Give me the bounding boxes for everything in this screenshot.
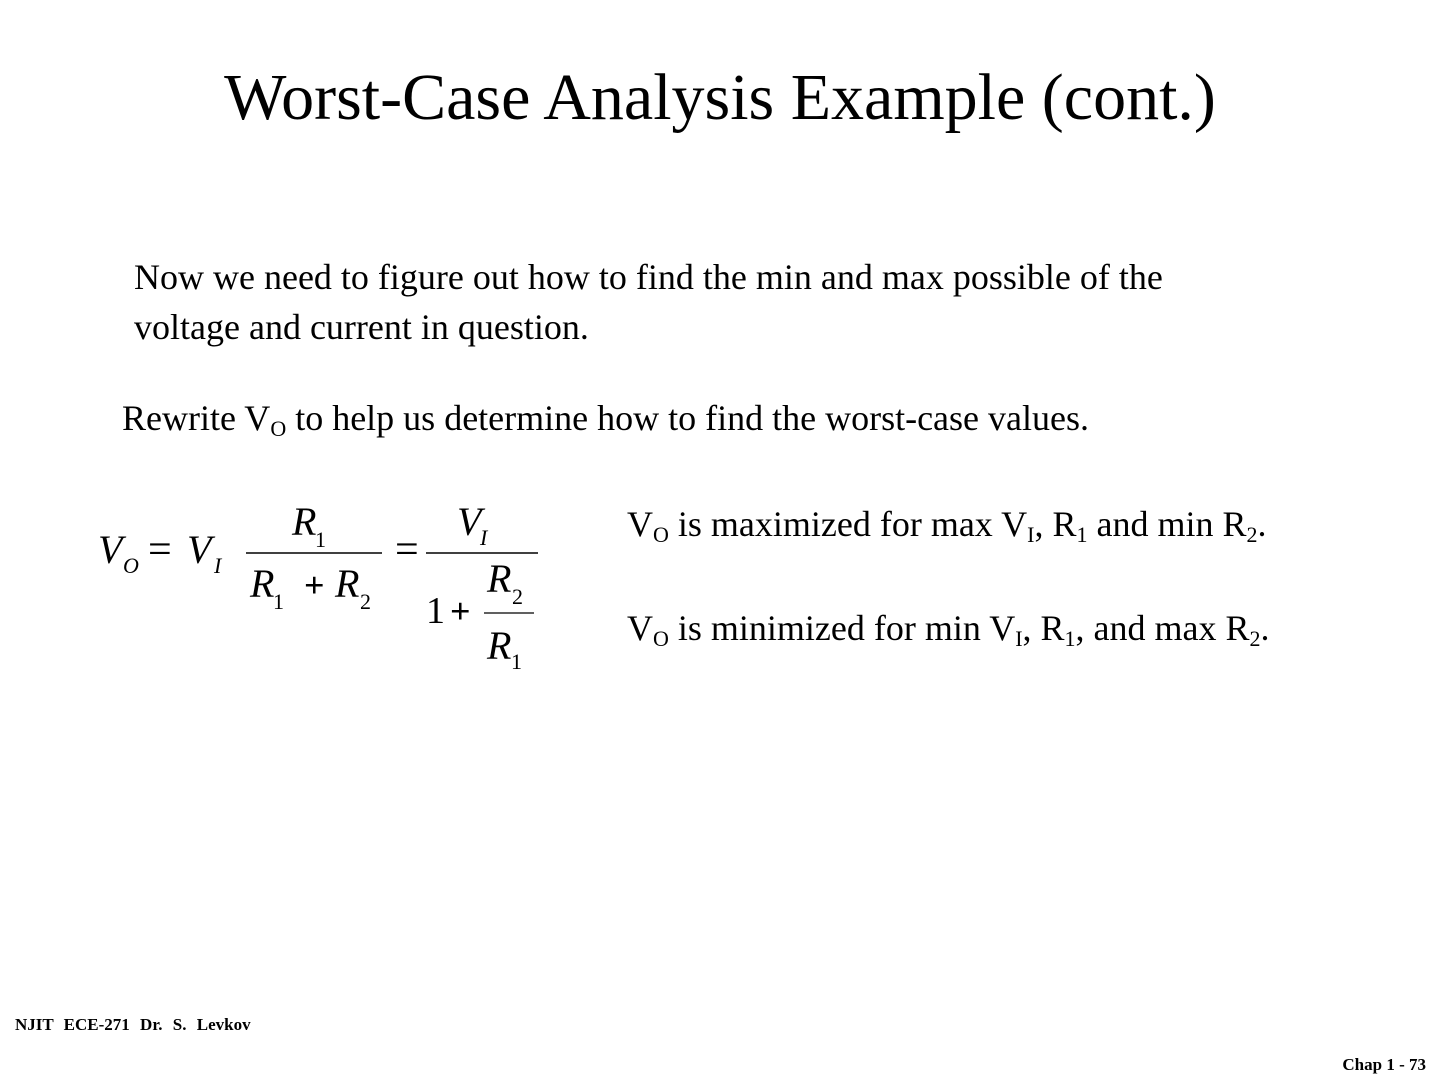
note-max-sub-1: 1	[1076, 522, 1088, 547]
note-max-sub-i: I	[1027, 522, 1035, 547]
eq-v-left: V	[98, 527, 123, 572]
rewrite-text-before: Rewrite V	[122, 398, 271, 438]
note-max-sub-o: O	[653, 522, 669, 547]
eq-equals-1: =	[148, 527, 172, 573]
note-min-sub-i: I	[1015, 626, 1023, 651]
eq-num-r: R	[292, 499, 317, 544]
slide-title: Worst-Case Analysis Example (cont.)	[224, 61, 1216, 134]
note-max-v: V	[627, 504, 653, 544]
eq-plus-2: +	[450, 591, 471, 631]
note-min-sub-1: 1	[1064, 626, 1076, 651]
note-max-text-2: , R	[1034, 504, 1077, 544]
rewrite-text-after: to help us determine how to find the worst-case values.	[286, 398, 1089, 438]
note-max-period: .	[1257, 504, 1267, 544]
eq-den-sub-1: 1	[273, 589, 284, 614]
note-max-text-3: and min R	[1087, 504, 1247, 544]
note-min-sub-2: 2	[1249, 626, 1261, 651]
eq-den-r2: R	[335, 561, 360, 606]
eq-sub-i: I	[214, 553, 222, 578]
eq-den-r1: R	[250, 561, 275, 606]
eq-num-sub-i: I	[480, 525, 488, 550]
note-min-text-3: , and max R	[1075, 608, 1250, 648]
eq-inner-num-r: R	[487, 556, 512, 601]
eq-num-sub-1: 1	[315, 527, 326, 552]
eq-equals-2: =	[395, 527, 419, 573]
note-min-text-2: , R	[1022, 608, 1065, 648]
note-max-text-1: is maximized for max V	[668, 504, 1028, 544]
footer-course-info: NJIT ECE-271 Dr. S. Levkov	[15, 1015, 251, 1034]
footer-page-number: Chap 1 - 73	[1342, 1055, 1426, 1074]
note-min-v: V	[627, 608, 653, 648]
eq-one: 1	[426, 590, 445, 632]
note-min-period: .	[1260, 608, 1270, 648]
note-min-sub-o: O	[653, 626, 669, 651]
eq-num-v: V	[457, 499, 482, 544]
eq-inner-num-sub-2: 2	[512, 584, 523, 609]
eq-inner-den-r: R	[487, 623, 512, 668]
intro-paragraph	[134, 252, 1354, 352]
vo-minimized-note	[627, 605, 1270, 651]
rewrite-statement	[122, 395, 1089, 441]
eq-den-sub-2: 2	[360, 589, 371, 614]
rewrite-subscript: O	[270, 416, 287, 441]
intro-line-1: Now we need to figure out how to find the min and max possible of the	[134, 257, 1163, 297]
eq-sub-o: O	[123, 553, 139, 578]
vo-equation	[90, 495, 560, 680]
intro-line-2: voltage and current in question.	[134, 307, 589, 347]
note-max-sub-2: 2	[1246, 522, 1258, 547]
eq-v-in: V	[187, 527, 212, 572]
note-min-text-1: is minimized for min V	[668, 608, 1016, 648]
eq-plus-1: +	[304, 565, 325, 605]
eq-inner-den-sub-1: 1	[511, 649, 522, 674]
vo-maximized-note	[627, 501, 1267, 547]
